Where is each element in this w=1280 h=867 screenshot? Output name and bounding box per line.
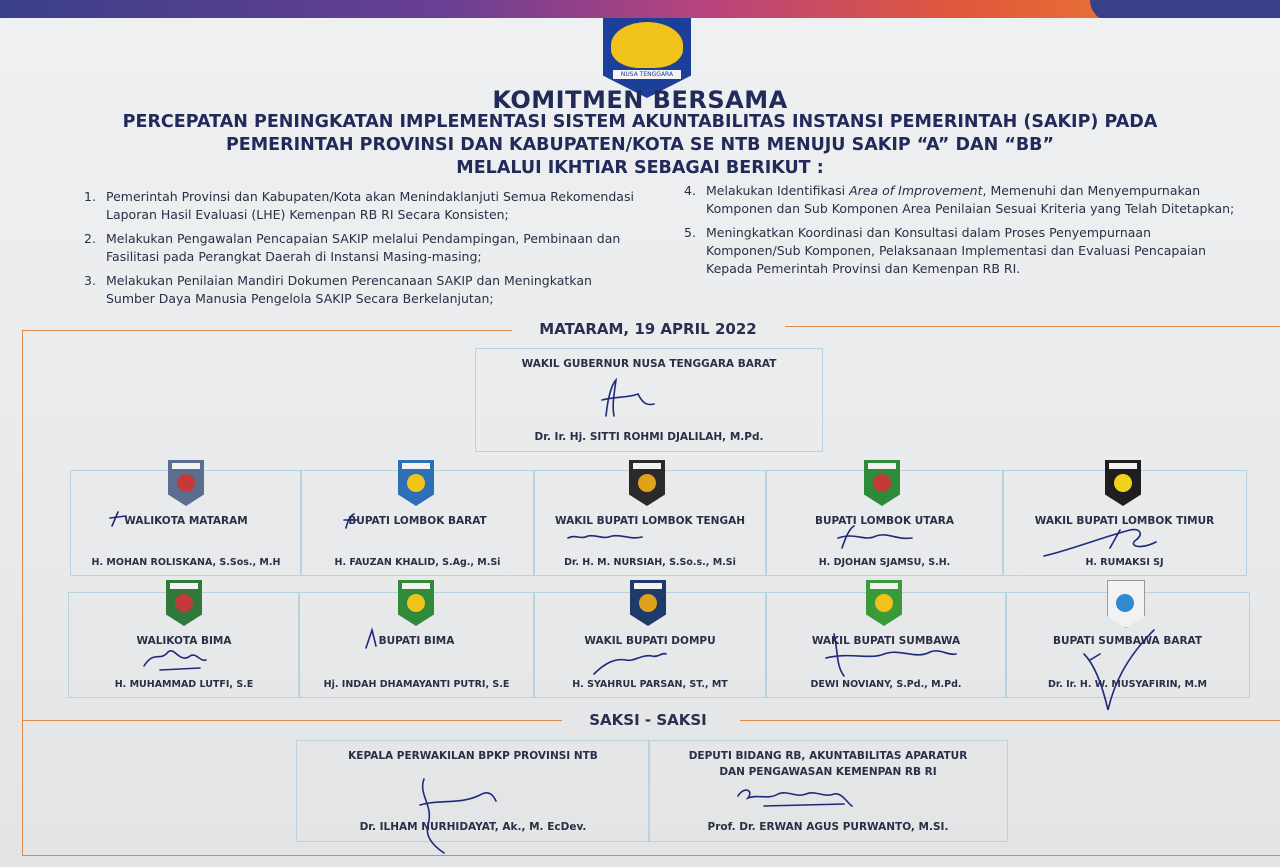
commitment-item: 4. Melakukan Identifikasi Area of Improvement, Memenuhi dan Menyempurnakan Komponen dan Sub Komponen Area Penilaian Sesuai Kriteria yang Telah Ditetapkan;: [684, 183, 1235, 216]
signature: [820, 630, 960, 680]
signatory-name: Dr. Ir. H. W. MUSYAFIRIN, M.M: [1048, 679, 1207, 690]
witness-name: Prof. Dr. ERWAN AGUS PURWANTO, M.SI.: [707, 821, 949, 833]
signatory-role: BUPATI LOMBOK BARAT: [348, 515, 487, 527]
signatory-name: H. FAUZAN KHALID, S.Ag., M.Si: [334, 557, 501, 568]
bima-city-emblem-icon: [166, 580, 202, 626]
signatory-name: H. RUMAKSI SJ: [1085, 557, 1164, 568]
signatory-role: BUPATI BIMA: [378, 635, 455, 647]
lombok-utara-emblem-icon: [864, 460, 900, 506]
commitment-list-left: [84, 188, 644, 314]
signatory-role: BUPATI LOMBOK UTARA: [815, 515, 954, 527]
signature: [140, 640, 210, 674]
signature: [1040, 520, 1160, 560]
commitment-list-right: [684, 182, 1244, 284]
signatory-role: WAKIL GUBERNUR NUSA TENGGARA BARAT: [521, 358, 777, 370]
dompu-emblem-icon: [630, 580, 666, 626]
document-title: KOMITMEN BERSAMA: [492, 86, 788, 114]
frame-left: [22, 330, 23, 855]
signatory-name: Dr. H. M. NURSIAH, S.So.s., M.Si: [564, 557, 736, 568]
emblem-band: NUSA TENGGARA BARAT: [613, 70, 681, 79]
signature: [342, 510, 372, 530]
signatory-name: H. MUHAMMAD LUTFI, S.E: [114, 679, 254, 690]
signatory-name: H. MOHAN ROLISKANA, S.Sos., M.H: [91, 557, 281, 568]
signatory-role: WAKIL BUPATI LOMBOK TENGAH: [555, 515, 745, 527]
witnesses-title: SAKSI - SAKSI: [589, 711, 707, 729]
signature: [108, 508, 138, 528]
signatory-name: H. SYAHRUL PARSAN, ST., MT: [572, 679, 728, 690]
commitment-item: 5. Meningkatkan Koordinasi dan Konsultasi dalam Proses Penyempurnaan Komponen/Sub Komponen, Pelaksanaan Implementasi dan Evaluasi Pencapaian Kepada Pemerintah Provinsi dan Kemenpan RB RI.: [684, 225, 1207, 276]
signature: [1080, 624, 1160, 716]
signature: [410, 775, 500, 855]
sumbawa-barat-emblem-icon: [1107, 580, 1143, 626]
commitment-item: 1. Pemerintah Provinsi dan Kabupaten/Kota akan Menindaklanjuti Semua Rekomendasi Laporan Hasil Evaluasi (LHE) Kemenpan RB RI Secara Konsisten;: [84, 189, 634, 222]
lombok-barat-emblem-icon: [398, 460, 434, 506]
signatory-name: DEWI NOVIANY, S.Pd., M.Pd.: [810, 679, 962, 690]
bima-regency-emblem-icon: [398, 580, 434, 626]
mataram-city-emblem-icon: [168, 460, 204, 506]
witness-role: KEPALA PERWAKILAN BPKP PROVINSI NTB: [348, 750, 598, 762]
lombok-tengah-emblem-icon: [629, 460, 665, 506]
signature: [836, 522, 916, 552]
commitment-item: 2. Melakukan Pengawalan Pencapaian SAKIP melalui Pendampingan, Pembinaan dan Fasilitasi pada Perangkat Daerah di Instansi Masing-masing;: [84, 231, 621, 264]
signatory-role: WAKIL BUPATI SUMBAWA: [811, 635, 961, 647]
signature: [598, 376, 658, 420]
signatory-role: WAKIL BUPATI LOMBOK TIMUR: [1034, 515, 1215, 527]
signature: [590, 648, 670, 678]
signatory-role: BUPATI SUMBAWA BARAT: [1052, 635, 1203, 647]
signatory-role: WALIKOTA MATARAM: [124, 515, 248, 527]
frame-bottom: [22, 855, 1280, 856]
signature: [566, 530, 646, 544]
sumbawa-emblem-icon: [866, 580, 902, 626]
signatory-role: WALIKOTA BIMA: [136, 635, 232, 647]
commitment-item: 3. Melakukan Penilaian Mandiri Dokumen Perencanaan SAKIP dan Meningkatkan Sumber Daya Manusia Pengelola SAKIP Secara Berkelanjutan;: [84, 273, 592, 306]
witness-role-line-2: DAN PENGAWASAN KEMENPAN RB RI: [719, 766, 937, 778]
signatory-name: Dr. Ir. Hj. SITTI ROHMI DJALILAH, M.Pd.: [534, 431, 764, 443]
signing-date: MATARAM, 19 APRIL 2022: [539, 320, 757, 338]
signatory-role: WAKIL BUPATI DOMPU: [584, 635, 716, 647]
signature: [362, 628, 382, 650]
witness-name: Dr. ILHAM NURHIDAYAT, Ak., M. EcDev.: [359, 821, 587, 833]
signatory-name: Hj. INDAH DHAMAYANTI PUTRI, S.E: [323, 679, 510, 690]
subtitle-line-1: PERCEPATAN PENINGKATAN IMPLEMENTASI SISTEM AKUNTABILITAS INSTANSI PEMERINTAH (SAKIP) PADA: [122, 112, 1158, 132]
witness-role: DEPUTI BIDANG RB, AKUNTABILITAS APARATUR: [688, 750, 968, 762]
lombok-timur-emblem-icon: [1105, 460, 1141, 506]
subtitle-line-2: PEMERINTAH PROVINSI DAN KABUPATEN/KOTA SE NTB MENUJU SAKIP “A” DAN “BB”: [225, 135, 1055, 155]
signature: [734, 784, 854, 810]
signatory-name: H. DJOHAN SJAMSU, S.H.: [818, 557, 951, 568]
subtitle-line-3: MELALUI IKHTIAR SEBAGAI BERIKUT :: [456, 158, 824, 178]
